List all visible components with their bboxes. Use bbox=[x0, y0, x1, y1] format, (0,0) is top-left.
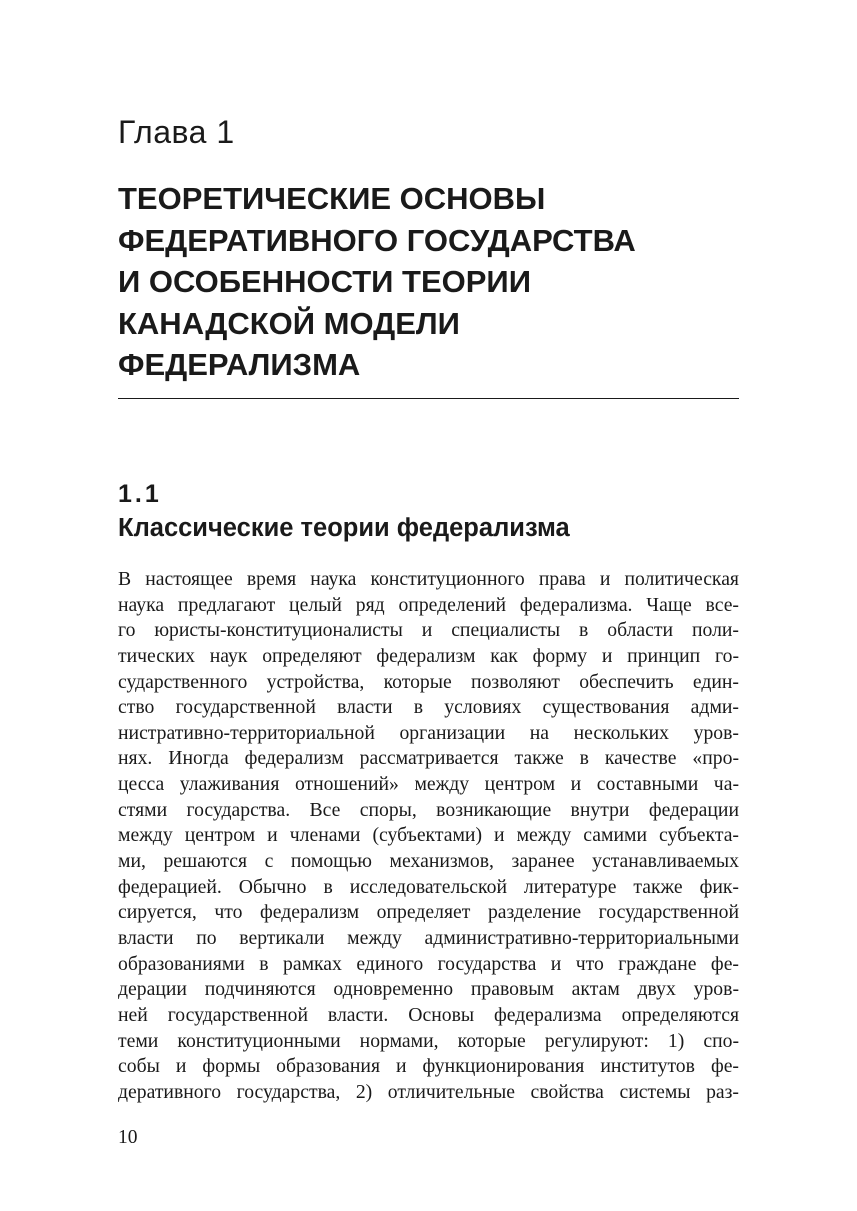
chapter-title-line: ТЕОРЕТИЧЕСКИЕ ОСНОВЫ bbox=[118, 181, 546, 216]
chapter-label: Глава 1 bbox=[118, 114, 235, 150]
section-title: Классические теории федерализма bbox=[118, 514, 570, 542]
body-line: теми конституционными нормами, которые регулируют: 1) спо- bbox=[118, 1029, 739, 1052]
body-line: цесса улаживания отношений» между центром и составными ча- bbox=[118, 773, 739, 796]
body-line: собы и формы образования и функционирования институтов фе- bbox=[118, 1055, 739, 1078]
chapter-title-line: ФЕДЕРАТИВНОГО ГОСУДАРСТВА bbox=[118, 222, 636, 258]
page-number: 10 bbox=[118, 1127, 138, 1148]
body-line: го юристы-конституционалисты и специалисты в области поли- bbox=[118, 619, 739, 642]
body-line: дерации подчиняются одновременно правовым актам двух уров- bbox=[118, 978, 739, 1001]
body-line: нях. Иногда федерализм рассматривается также в качестве «про- bbox=[118, 747, 739, 770]
body-line: нистративно-территориальной организации на нескольких уров- bbox=[118, 721, 739, 744]
body-line: образованиями в рамках единого государства и что граждане фе- bbox=[118, 952, 739, 975]
body-line: ство государственной власти в условиях существования адми- bbox=[118, 696, 739, 719]
chapter-title-line: И ОСОБЕННОСТИ ТЕОРИИ bbox=[118, 264, 531, 299]
body-line: между центром и членами (субъектами) и между самими субъекта- bbox=[118, 824, 739, 847]
body-line: ми, решаются с помощью механизмов, заранее устанавливаемых bbox=[118, 850, 739, 873]
body-line: сируется, что федерализм определяет разделение государственной bbox=[118, 901, 739, 924]
body-line: федерацией. Обычно в исследовательской литературе также фик- bbox=[118, 875, 739, 898]
chapter-divider bbox=[118, 398, 739, 399]
body-line: деративного государства, 2) отличительные свойства системы раз- bbox=[118, 1080, 739, 1103]
chapter-title bbox=[118, 178, 758, 386]
body-line: сударственного устройства, которые позволяют обеспечить един- bbox=[118, 670, 739, 693]
body-line: В настоящее время наука конституционного права и политическая bbox=[118, 568, 739, 590]
body-line: власти по вертикали между административно-территориальными bbox=[118, 926, 739, 949]
chapter-title-line: ФЕДЕРАЛИЗМА bbox=[118, 347, 361, 382]
body-paragraph bbox=[118, 567, 739, 1105]
section-number: 1.1 bbox=[118, 480, 162, 508]
body-line: ней государственной власти. Основы федерализма определяются bbox=[118, 1003, 739, 1026]
body-line: наука предлагают целый ряд определений федерализма. Чаще все- bbox=[118, 593, 739, 616]
body-line: стями государства. Все споры, возникающие внутри федерации bbox=[118, 798, 739, 821]
chapter-title-line: КАНАДСКОЙ МОДЕЛИ bbox=[118, 305, 460, 341]
body-line: тических наук определяют федерализм как форму и принцип го- bbox=[118, 644, 739, 667]
